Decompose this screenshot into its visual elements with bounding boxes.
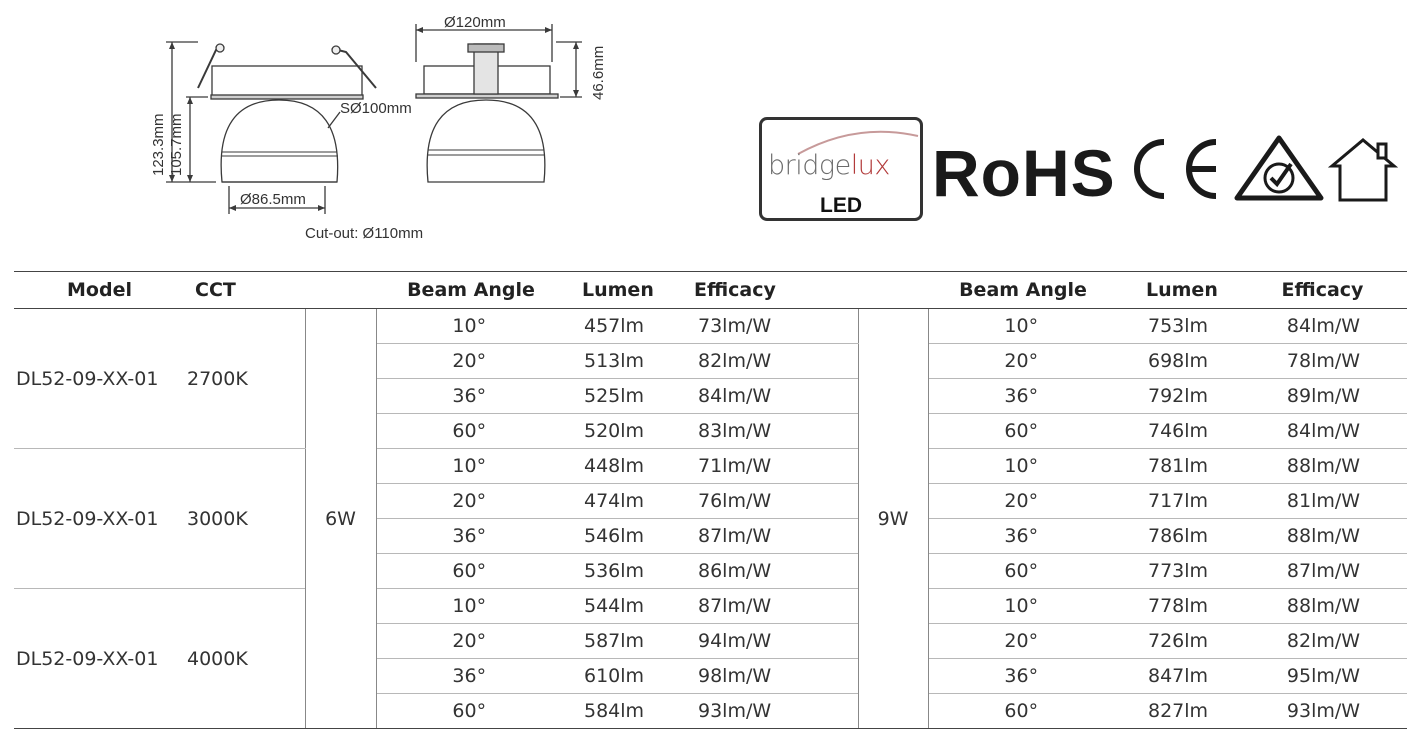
rohs-logo: RoHS [932, 136, 1116, 210]
efficacy-a-cell: 87lm/W [686, 519, 858, 554]
beam-b-cell: 20° [928, 344, 1118, 379]
efficacy-a-cell: 93lm/W [686, 694, 858, 729]
header-model: Model [14, 272, 185, 309]
dim-body-height: 105.7mm [168, 113, 185, 176]
beam-a-cell: 20° [376, 344, 566, 379]
lumen-a-cell: 457lm [566, 309, 686, 344]
table-row [14, 589, 1407, 624]
efficacy-b-cell: 93lm/W [1238, 694, 1407, 729]
beam-a-cell: 10° [376, 309, 566, 344]
efficacy-a-cell: 84lm/W [686, 379, 858, 414]
efficacy-a-cell: 86lm/W [686, 554, 858, 589]
lumen-a-cell: 448lm [566, 449, 686, 484]
lumen-b-cell: 717lm [1118, 484, 1238, 519]
lumen-a-cell: 525lm [566, 379, 686, 414]
efficacy-a-cell: 98lm/W [686, 659, 858, 694]
lumen-a-cell: 544lm [566, 589, 686, 624]
watt-b-cell: 9W [858, 309, 928, 729]
efficacy-b-cell: 81lm/W [1238, 484, 1407, 519]
beam-a-cell: 10° [376, 589, 566, 624]
beam-b-cell: 20° [928, 484, 1118, 519]
beam-a-cell: 60° [376, 694, 566, 729]
header-watt-a [305, 272, 376, 309]
lumen-a-cell: 584lm [566, 694, 686, 729]
bridgelux-led-label: LED [820, 194, 862, 217]
efficacy-b-cell: 88lm/W [1238, 519, 1407, 554]
beam-a-cell: 36° [376, 379, 566, 414]
lumen-a-cell: 587lm [566, 624, 686, 659]
beam-a-cell: 20° [376, 484, 566, 519]
header-lumen-b: Lumen [1118, 272, 1238, 309]
beam-b-cell: 10° [928, 449, 1118, 484]
lumen-b-cell: 792lm [1118, 379, 1238, 414]
lumen-b-cell: 847lm [1118, 659, 1238, 694]
lumen-b-cell: 746lm [1118, 414, 1238, 449]
lumen-a-cell: 513lm [566, 344, 686, 379]
efficacy-a-cell: 83lm/W [686, 414, 858, 449]
beam-b-cell: 60° [928, 414, 1118, 449]
efficacy-a-cell: 73lm/W [686, 309, 858, 344]
efficacy-b-cell: 84lm/W [1238, 414, 1407, 449]
efficacy-b-cell: 87lm/W [1238, 554, 1407, 589]
cct-cell: 4000K [185, 589, 305, 729]
beam-a-cell: 60° [376, 554, 566, 589]
lumen-a-cell: 610lm [566, 659, 686, 694]
beam-b-cell: 60° [928, 694, 1118, 729]
technical-drawing [0, 0, 700, 250]
efficacy-a-cell: 71lm/W [686, 449, 858, 484]
beam-b-cell: 10° [928, 309, 1118, 344]
model-cell: DL52-09-XX-01 [14, 449, 185, 589]
efficacy-b-cell: 88lm/W [1238, 589, 1407, 624]
lumen-b-cell: 778lm [1118, 589, 1238, 624]
lumen-a-cell: 546lm [566, 519, 686, 554]
beam-a-cell: 20° [376, 624, 566, 659]
dim-trim-height: 46.6mm [590, 45, 607, 100]
dim-bottom-diameter: Ø86.5mm [240, 191, 306, 208]
lumen-b-cell: 726lm [1118, 624, 1238, 659]
ce-mark-icon [1124, 136, 1224, 202]
efficacy-b-cell: 82lm/W [1238, 624, 1407, 659]
header-lumen-a: Lumen [566, 272, 686, 309]
spec-table [14, 271, 1407, 729]
efficacy-a-cell: 76lm/W [686, 484, 858, 519]
lumen-b-cell: 773lm [1118, 554, 1238, 589]
watt-a-cell: 6W [305, 309, 376, 729]
beam-b-cell: 60° [928, 554, 1118, 589]
efficacy-a-cell: 82lm/W [686, 344, 858, 379]
lumen-a-cell: 474lm [566, 484, 686, 519]
header-efficacy-a: Efficacy [686, 272, 858, 309]
lumen-b-cell: 753lm [1118, 309, 1238, 344]
lumen-a-cell: 520lm [566, 414, 686, 449]
cct-cell: 3000K [185, 449, 305, 589]
table-row [14, 309, 1407, 344]
header-watt-b [858, 272, 928, 309]
table-row [14, 449, 1407, 484]
header-beam-a: Beam Angle [376, 272, 566, 309]
left-trim-frame [212, 66, 362, 96]
lumen-b-cell: 786lm [1118, 519, 1238, 554]
dim-top-diameter: Ø120mm [444, 14, 506, 31]
header-beam-b: Beam Angle [928, 272, 1118, 309]
efficacy-b-cell: 84lm/W [1238, 309, 1407, 344]
dim-total-height: 123.3mm [150, 113, 167, 176]
lumen-a-cell: 536lm [566, 554, 686, 589]
beam-b-cell: 10° [928, 589, 1118, 624]
efficacy-b-cell: 89lm/W [1238, 379, 1407, 414]
beam-b-cell: 36° [928, 379, 1118, 414]
header-cct: CCT [185, 272, 305, 309]
lumen-b-cell: 827lm [1118, 694, 1238, 729]
efficacy-a-cell: 94lm/W [686, 624, 858, 659]
cct-cell: 2700K [185, 309, 305, 449]
lumen-b-cell: 781lm [1118, 449, 1238, 484]
rcm-mark-icon [1233, 132, 1325, 204]
efficacy-b-cell: 95lm/W [1238, 659, 1407, 694]
efficacy-b-cell: 88lm/W [1238, 449, 1407, 484]
beam-a-cell: 10° [376, 449, 566, 484]
beam-a-cell: 36° [376, 659, 566, 694]
bridgelux-logo [759, 117, 923, 221]
bridgelux-brand-accent: lux [850, 150, 890, 181]
model-cell: DL52-09-XX-01 [14, 309, 185, 449]
efficacy-b-cell: 78lm/W [1238, 344, 1407, 379]
table-header-row [14, 272, 1407, 309]
cutout-label: Cut-out: Ø110mm [305, 225, 424, 242]
beam-a-cell: 60° [376, 414, 566, 449]
header-efficacy-b: Efficacy [1238, 272, 1407, 309]
model-cell: DL52-09-XX-01 [14, 589, 185, 729]
indoor-use-house-icon [1328, 136, 1398, 204]
beam-a-cell: 36° [376, 519, 566, 554]
bridgelux-brand-main: bridge [768, 150, 851, 181]
efficacy-a-cell: 87lm/W [686, 589, 858, 624]
beam-b-cell: 20° [928, 624, 1118, 659]
beam-b-cell: 36° [928, 659, 1118, 694]
lumen-b-cell: 698lm [1118, 344, 1238, 379]
beam-b-cell: 36° [928, 519, 1118, 554]
dim-sphere-diameter: SØ100mm [340, 100, 412, 117]
